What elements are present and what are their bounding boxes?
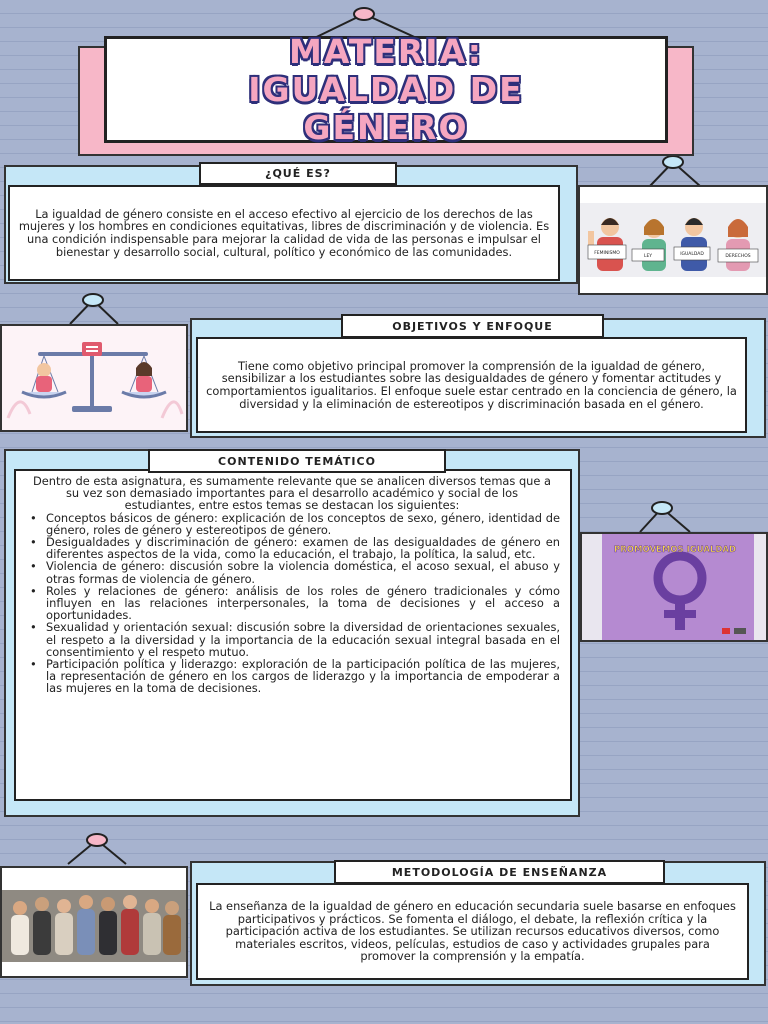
que-es-text: La igualdad de género consiste en el acceso efectivo al ejercicio de los derechos de las mujeres y los hombres en condiciones equitativas, libres de discriminación y de violencia. Es una condición indispensable para mejorar la calidad de vida de las personas e impulsar el bienestar y desarrollo social, cultural, político y económico de las comunidades. <box>18 206 550 259</box>
metodologia-text: La enseñanza de la igualdad de género en educación secundaria suele basarse en enfoques participativos y prácticos. Se fomenta el diálogo, el debate, la reflexión crítica y la participación activa de los estudiantes. Se utilizan recursos educativos diversos, como materiales escritos, videos, películas, estudios de caso y actividades grupales para promover la comprensión y la empatía. <box>209 899 736 964</box>
balance-image-card <box>0 324 188 432</box>
balance-scale-illustration <box>2 326 186 430</box>
page-title: MATERIA: IGUALDAD DE GÉNERO <box>248 31 524 147</box>
students-group-photo <box>2 868 186 976</box>
topic-item: • Roles y relaciones de género: análisis de los roles de género tradicionales y cómo influyen en las relaciones interpersonales, la toma de decisiones y el acceso a oportunidades. <box>24 585 560 622</box>
person-2 <box>642 219 666 271</box>
students-image-card <box>0 866 188 978</box>
topic-item: • Participación política y liderazgo: exploración de la participación política de las mujeres, la representación de género en los cargos de liderazgo y la importancia de empoderar a las mujeres en la toma de decisiones. <box>24 658 560 695</box>
contenido-intro: Dentro de esta asignatura, es sumamente relevante que se analicen diversos temas que a su vez son demasiado importantes para el desarrollo académico y social de los estudiantes, entre estos temas se destacan los siguientes: <box>32 474 552 513</box>
topic-item: • Conceptos básicos de género: explicación de los conceptos de sexo, género, identidad de género, roles de género y estereotipos de género. <box>24 512 560 536</box>
objetivos-text-box <box>196 337 747 433</box>
objetivos-text: Tiene como objetivo principal promover la comprensión de la igualdad de género, sensibilizar a los estudiantes sobre las desigualdades de género y fomentar actitudes y comportamientos igualitarios. El enfoque suele estar centrado en la conciencia de género, la diversidad y la eliminación de estereotipos y discriminación basada en el género. <box>206 358 737 411</box>
protest-illustration <box>580 187 766 293</box>
contenido-label: CONTENIDO TEMÁTICO <box>148 449 446 473</box>
metodologia-text-box <box>196 883 749 980</box>
protest-image-card <box>578 185 768 295</box>
objetivos-label: OBJETIVOS Y ENFOQUE <box>341 314 604 338</box>
topic-item: • Violencia de género: discusión sobre la violencia doméstica, el acoso sexual, el abuso y otras formas de violencia de género. <box>24 560 560 584</box>
que-es-text-box <box>8 185 560 281</box>
pin-image-4 <box>87 834 107 846</box>
que-es-label: ¿QUÉ ES? <box>199 162 397 185</box>
sign-3-text: IGUALDAD <box>680 252 704 257</box>
title-card <box>104 31 668 147</box>
topic-item: • Sexualidad y orientación sexual: discusión sobre la diversidad de orientaciones sexuales, el respeto a la diversidad y la importancia de la educación sexual integral basada en el consentimiento y el respeto mutuo. <box>24 621 560 658</box>
sign-1-text: FEMINISMO <box>594 251 620 256</box>
topic-item: • Desigualdades y discriminación de género: examen de las desigualdades de género en diferentes aspectos de la vida, como la educación, el trabajo, la política, la salud, etc. <box>24 536 560 560</box>
contenido-topic-list <box>24 512 560 695</box>
pin-image-3 <box>652 502 672 514</box>
person-4 <box>726 219 750 271</box>
poster-title: PROMOVEMOS IGUALDAD <box>614 545 737 555</box>
sign-2-text: LEY <box>643 254 653 259</box>
pin-image-2 <box>83 294 103 306</box>
igualdad-poster <box>582 534 766 640</box>
pin-title <box>354 8 374 20</box>
pin-image-1 <box>663 156 683 168</box>
contenido-text-box <box>14 469 572 801</box>
man-figure-head <box>37 363 51 377</box>
sign-4-text: DERECHOS <box>725 254 751 259</box>
metodologia-label: METODOLOGÍA DE ENSEÑANZA <box>334 860 665 884</box>
poster-image-card <box>580 532 768 642</box>
